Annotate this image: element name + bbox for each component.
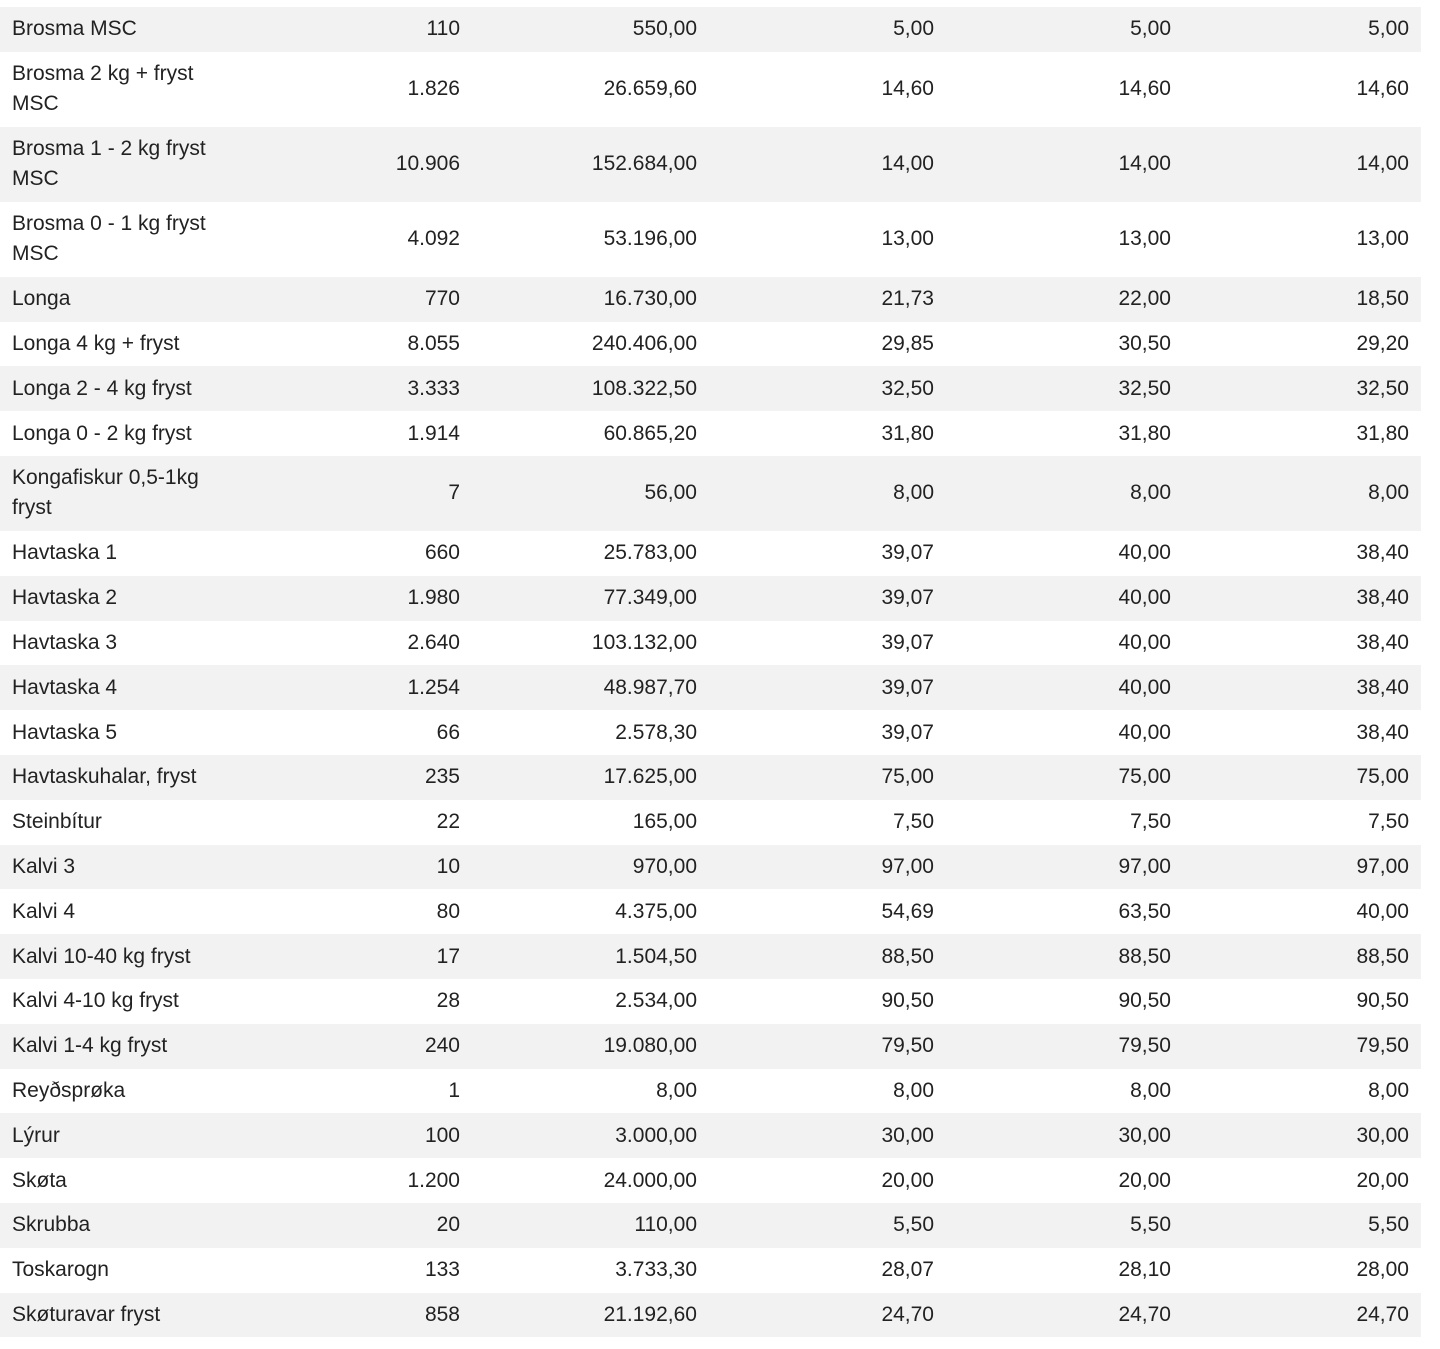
high-price: 14,60 bbox=[1118, 77, 1171, 101]
table-row bbox=[0, 755, 1421, 800]
species-name: Steinbítur bbox=[12, 810, 102, 834]
average-price: 97,00 bbox=[881, 854, 934, 878]
quantity: 28 bbox=[436, 989, 460, 1013]
average-price: 8,00 bbox=[893, 481, 934, 505]
high-price: 31,80 bbox=[1118, 421, 1171, 445]
quantity: 770 bbox=[424, 287, 460, 311]
low-price: 24,70 bbox=[1356, 1302, 1409, 1326]
average-price: 13,00 bbox=[881, 227, 934, 251]
total-value: 1.504,50 bbox=[615, 944, 697, 968]
average-price: 79,50 bbox=[881, 1034, 934, 1058]
species-name: Longa 0 - 2 kg fryst bbox=[12, 421, 192, 445]
quantity: 2.640 bbox=[407, 630, 460, 654]
total-value: 60.865,20 bbox=[603, 421, 697, 445]
low-price: 32,50 bbox=[1356, 376, 1409, 400]
total-value: 4.375,00 bbox=[615, 899, 697, 923]
low-price: 5,00 bbox=[1368, 17, 1409, 41]
table-row bbox=[0, 1248, 1421, 1293]
table-row bbox=[0, 411, 1421, 456]
low-price: 38,40 bbox=[1356, 720, 1409, 744]
high-price: 13,00 bbox=[1118, 227, 1171, 251]
average-price: 24,70 bbox=[881, 1302, 934, 1326]
table-row bbox=[0, 1024, 1421, 1069]
low-price: 20,00 bbox=[1356, 1168, 1409, 1192]
quantity: 235 bbox=[424, 765, 460, 789]
low-price: 28,00 bbox=[1356, 1258, 1409, 1282]
table-row bbox=[0, 665, 1421, 710]
species-name: Havtaska 3 bbox=[12, 630, 118, 654]
price-table-container bbox=[0, 7, 1421, 1337]
quantity: 1.914 bbox=[407, 421, 460, 445]
species-name: Havtaska 5 bbox=[12, 720, 118, 744]
species-name: Brosma 0 - 1 kg fryst MSC bbox=[12, 212, 206, 266]
average-price: 54,69 bbox=[881, 899, 934, 923]
quantity: 240 bbox=[424, 1034, 460, 1058]
low-price: 14,00 bbox=[1356, 152, 1409, 176]
table-row bbox=[0, 889, 1421, 934]
species-name: Toskarogn bbox=[12, 1258, 109, 1282]
table-row bbox=[0, 979, 1421, 1024]
average-price: 20,00 bbox=[881, 1168, 934, 1192]
average-price: 75,00 bbox=[881, 765, 934, 789]
average-price: 29,85 bbox=[881, 331, 934, 355]
table-row bbox=[0, 576, 1421, 621]
table-row bbox=[0, 845, 1421, 890]
high-price: 24,70 bbox=[1118, 1302, 1171, 1326]
total-value: 21.192,60 bbox=[603, 1302, 697, 1326]
average-price: 39,07 bbox=[881, 630, 934, 654]
low-price: 14,60 bbox=[1356, 77, 1409, 101]
total-value: 8,00 bbox=[656, 1078, 697, 1102]
low-price: 38,40 bbox=[1356, 586, 1409, 610]
low-price: 97,00 bbox=[1356, 854, 1409, 878]
total-value: 2.578,30 bbox=[615, 720, 697, 744]
species-name: Longa bbox=[12, 287, 71, 311]
low-price: 75,00 bbox=[1356, 765, 1409, 789]
species-name: Reyðsprøka bbox=[12, 1078, 126, 1102]
low-price: 38,40 bbox=[1356, 541, 1409, 565]
quantity: 1.980 bbox=[407, 586, 460, 610]
table-row bbox=[0, 322, 1421, 367]
table-row bbox=[0, 621, 1421, 666]
table-row bbox=[0, 531, 1421, 576]
species-name: Skøturavar fryst bbox=[12, 1302, 161, 1326]
average-price: 88,50 bbox=[881, 944, 934, 968]
high-price: 7,50 bbox=[1130, 810, 1171, 834]
total-value: 108.322,50 bbox=[591, 376, 697, 400]
total-value: 16.730,00 bbox=[603, 287, 697, 311]
low-price: 18,50 bbox=[1356, 287, 1409, 311]
low-price: 29,20 bbox=[1356, 331, 1409, 355]
table-row bbox=[0, 1203, 1421, 1248]
total-value: 970,00 bbox=[632, 854, 697, 878]
low-price: 90,50 bbox=[1356, 989, 1409, 1013]
species-name: Kalvi 1-4 kg fryst bbox=[12, 1034, 168, 1058]
table-row bbox=[0, 7, 1421, 52]
low-price: 79,50 bbox=[1356, 1034, 1409, 1058]
average-price: 28,07 bbox=[881, 1258, 934, 1282]
total-value: 152.684,00 bbox=[591, 152, 697, 176]
low-price: 30,00 bbox=[1356, 1123, 1409, 1147]
average-price: 21,73 bbox=[881, 287, 934, 311]
average-price: 8,00 bbox=[893, 1078, 934, 1102]
average-price: 30,00 bbox=[881, 1123, 934, 1147]
total-value: 19.080,00 bbox=[603, 1034, 697, 1058]
species-name: Havtaska 4 bbox=[12, 675, 118, 699]
total-value: 2.534,00 bbox=[615, 989, 697, 1013]
total-value: 24.000,00 bbox=[603, 1168, 697, 1192]
total-value: 77.349,00 bbox=[603, 586, 697, 610]
total-value: 103.132,00 bbox=[591, 630, 697, 654]
species-name: Longa 4 kg + fryst bbox=[12, 331, 180, 355]
quantity: 1.254 bbox=[407, 675, 460, 699]
low-price: 40,00 bbox=[1356, 899, 1409, 923]
table-row bbox=[0, 1113, 1421, 1158]
quantity: 17 bbox=[436, 944, 460, 968]
average-price: 39,07 bbox=[881, 541, 934, 565]
total-value: 3.000,00 bbox=[615, 1123, 697, 1147]
average-price: 14,60 bbox=[881, 77, 934, 101]
quantity: 7 bbox=[448, 481, 460, 505]
average-price: 5,00 bbox=[893, 17, 934, 41]
high-price: 32,50 bbox=[1118, 376, 1171, 400]
low-price: 13,00 bbox=[1356, 227, 1409, 251]
table-row bbox=[0, 1158, 1421, 1203]
high-price: 30,50 bbox=[1118, 331, 1171, 355]
high-price: 97,00 bbox=[1118, 854, 1171, 878]
quantity: 4.092 bbox=[407, 227, 460, 251]
high-price: 8,00 bbox=[1130, 481, 1171, 505]
table-row bbox=[0, 277, 1421, 322]
low-price: 5,50 bbox=[1368, 1213, 1409, 1237]
quantity: 133 bbox=[424, 1258, 460, 1282]
average-price: 14,00 bbox=[881, 152, 934, 176]
table-row bbox=[0, 934, 1421, 979]
total-value: 26.659,60 bbox=[603, 77, 697, 101]
quantity: 660 bbox=[424, 541, 460, 565]
total-value: 550,00 bbox=[632, 17, 697, 41]
table-row bbox=[0, 52, 1421, 127]
high-price: 28,10 bbox=[1118, 1258, 1171, 1282]
table-row bbox=[0, 710, 1421, 755]
table-row bbox=[0, 366, 1421, 411]
average-price: 7,50 bbox=[893, 810, 934, 834]
quantity: 66 bbox=[436, 720, 460, 744]
high-price: 40,00 bbox=[1118, 720, 1171, 744]
species-name: Kalvi 3 bbox=[12, 854, 76, 878]
high-price: 40,00 bbox=[1118, 630, 1171, 654]
quantity: 3.333 bbox=[407, 376, 460, 400]
high-price: 14,00 bbox=[1118, 152, 1171, 176]
high-price: 5,50 bbox=[1130, 1213, 1171, 1237]
low-price: 8,00 bbox=[1368, 481, 1409, 505]
total-value: 110,00 bbox=[634, 1213, 697, 1237]
table-row bbox=[0, 127, 1421, 202]
high-price: 90,50 bbox=[1118, 989, 1171, 1013]
quantity: 22 bbox=[436, 810, 460, 834]
average-price: 90,50 bbox=[881, 989, 934, 1013]
low-price: 7,50 bbox=[1368, 810, 1409, 834]
average-price: 5,50 bbox=[893, 1213, 934, 1237]
quantity: 100 bbox=[424, 1123, 460, 1147]
quantity: 80 bbox=[436, 899, 460, 923]
table-row bbox=[0, 456, 1421, 531]
species-name: Lýrur bbox=[12, 1123, 60, 1147]
species-name: Kongafiskur 0,5-1kg fryst bbox=[12, 466, 199, 520]
species-name: Kalvi 10-40 kg fryst bbox=[12, 944, 191, 968]
average-price: 32,50 bbox=[881, 376, 934, 400]
table-row bbox=[0, 1069, 1421, 1114]
quantity: 1 bbox=[448, 1078, 460, 1102]
total-value: 53.196,00 bbox=[603, 227, 697, 251]
total-value: 17.625,00 bbox=[603, 765, 697, 789]
species-name: Havtaskuhalar, fryst bbox=[12, 765, 197, 789]
quantity: 1.826 bbox=[407, 77, 460, 101]
price-table-body bbox=[0, 7, 1421, 1337]
species-name: Skrubba bbox=[12, 1213, 91, 1237]
quantity: 858 bbox=[424, 1302, 460, 1326]
species-name: Kalvi 4-10 kg fryst bbox=[12, 989, 179, 1013]
high-price: 22,00 bbox=[1118, 287, 1171, 311]
high-price: 30,00 bbox=[1118, 1123, 1171, 1147]
high-price: 63,50 bbox=[1118, 899, 1171, 923]
high-price: 40,00 bbox=[1118, 586, 1171, 610]
species-name: Brosma MSC bbox=[12, 17, 137, 41]
low-price: 31,80 bbox=[1356, 421, 1409, 445]
low-price: 38,40 bbox=[1356, 630, 1409, 654]
average-price: 39,07 bbox=[881, 720, 934, 744]
quantity: 10 bbox=[436, 854, 460, 878]
price-table bbox=[0, 7, 1421, 1337]
high-price: 40,00 bbox=[1118, 541, 1171, 565]
table-row bbox=[0, 1293, 1421, 1338]
low-price: 38,40 bbox=[1356, 675, 1409, 699]
quantity: 8.055 bbox=[407, 331, 460, 355]
species-name: Havtaska 1 bbox=[12, 541, 118, 565]
low-price: 88,50 bbox=[1356, 944, 1409, 968]
total-value: 240.406,00 bbox=[591, 331, 697, 355]
high-price: 5,00 bbox=[1130, 17, 1171, 41]
high-price: 79,50 bbox=[1118, 1034, 1171, 1058]
species-name: Brosma 2 kg + fryst MSC bbox=[12, 62, 194, 116]
total-value: 3.733,30 bbox=[615, 1258, 697, 1282]
high-price: 88,50 bbox=[1118, 944, 1171, 968]
average-price: 31,80 bbox=[881, 421, 934, 445]
low-price: 8,00 bbox=[1368, 1078, 1409, 1102]
quantity: 1.200 bbox=[407, 1168, 460, 1192]
quantity: 110 bbox=[426, 17, 460, 41]
total-value: 165,00 bbox=[632, 810, 697, 834]
species-name: Brosma 1 - 2 kg fryst MSC bbox=[12, 137, 206, 191]
high-price: 20,00 bbox=[1118, 1168, 1171, 1192]
quantity: 10.906 bbox=[395, 152, 460, 176]
average-price: 39,07 bbox=[881, 586, 934, 610]
quantity: 20 bbox=[436, 1213, 460, 1237]
species-name: Havtaska 2 bbox=[12, 586, 118, 610]
species-name: Skøta bbox=[12, 1168, 67, 1192]
total-value: 56,00 bbox=[644, 481, 697, 505]
species-name: Kalvi 4 bbox=[12, 899, 76, 923]
high-price: 75,00 bbox=[1118, 765, 1171, 789]
high-price: 8,00 bbox=[1130, 1078, 1171, 1102]
table-row bbox=[0, 800, 1421, 845]
species-name: Longa 2 - 4 kg fryst bbox=[12, 376, 192, 400]
total-value: 25.783,00 bbox=[603, 541, 697, 565]
high-price: 40,00 bbox=[1118, 675, 1171, 699]
total-value: 48.987,70 bbox=[603, 675, 697, 699]
table-row bbox=[0, 202, 1421, 277]
average-price: 39,07 bbox=[881, 675, 934, 699]
